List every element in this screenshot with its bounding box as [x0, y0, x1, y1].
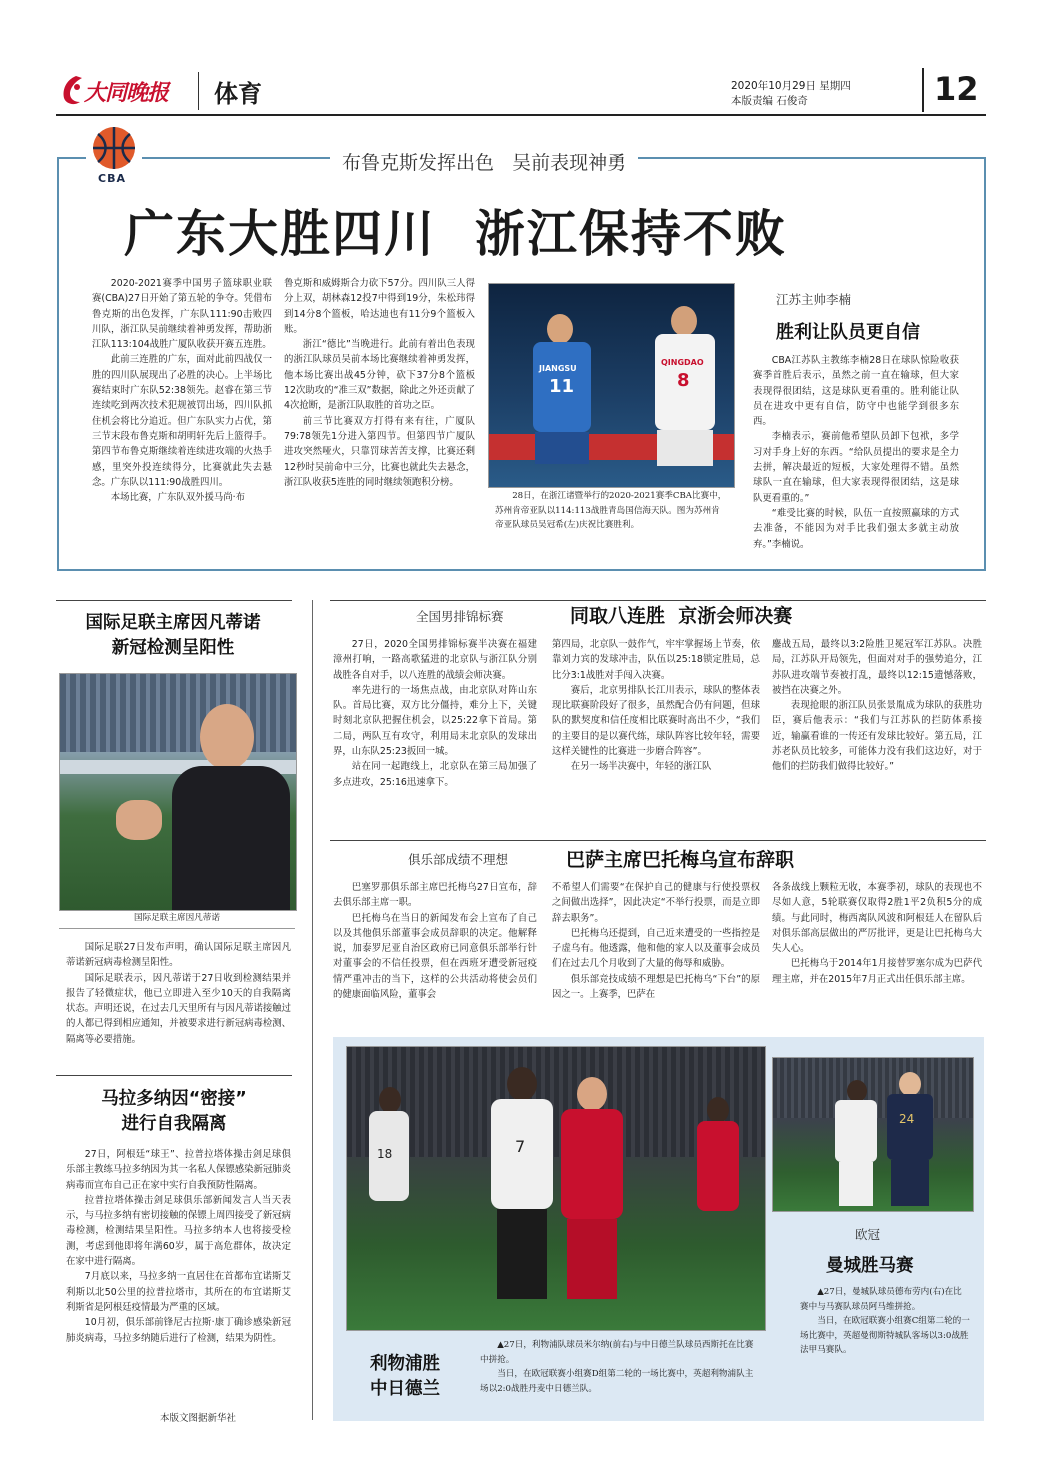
paragraph: 鲁克斯和威姆斯合力砍下57分。四川队三人得分上双，胡林森12投7中得到19分，朱松玮得到14分8个篮板，哈达迪也有11分9个篮板入账。 [284, 278, 475, 335]
masthead-rule [56, 114, 986, 116]
basketball-icon [88, 124, 140, 172]
paragraph: 表现抢眼的浙江队员张景胤成为球队的获胜功臣，赛后他表示：“我们与江苏队的拦防体系接近，输赢看谁的一传还有发球比较好。第五局，江苏老队员比较多，可能体力没有我们这边好，对于他们的拦防我们做得比较好。” [772, 700, 982, 773]
logo-text: 大同晚报 [84, 80, 169, 106]
cba-photo-caption: 28日，在浙江诸暨举行的2020-2021赛季CBA比赛中，苏州肯帝亚队以114:113战胜青岛国信海天队。图为苏州肯帝亚队球员吴冠希(左)庆祝比赛胜利。 [495, 491, 727, 530]
paragraph: 李楠表示，赛前他希望队员卸下包袱，多学习对手身上好的东西。“给队员提出的要求是全力去拼，解决最近的短板，大家处理得不错。虽然球队一直在输球，但大家表现得很团结，这是球队更看重的。” [753, 431, 959, 504]
paragraph: 率先进行的一场焦点战，由北京队对阵山东队。首局比赛，双方比分僵持，难分上下，关键时刻北京队把握住机会，以25:22拿下首局。第二局，两队互有攻守，利用局末北京队的发球出界，山东队25:23扳回一城。 [333, 684, 537, 758]
volleyball-kicker: 全国男排锦标赛 [416, 609, 504, 624]
paragraph: 在另一场半决赛中，年轻的浙江队 [570, 761, 712, 773]
barca-col2 [552, 880, 760, 1002]
player-bg-right [693, 1097, 743, 1287]
cba-kicker: 布鲁克斯发挥出色 吴前表现神勇 [330, 148, 638, 175]
caption-line: 当日，在欧冠联赛小组赛C组第二轮的一场比赛中，英超曼彻斯特城队客场以3:0战胜法甲马赛队。 [800, 1316, 970, 1355]
masthead-divider [198, 72, 199, 110]
player-bg-left [367, 1087, 411, 1287]
city-title: 曼城胜马赛 [826, 1256, 914, 1276]
stadium-stands [60, 674, 296, 752]
paragraph: “难受比赛的时候，队伍一直按照赢球的方式去准备，不能因为对手比我们强太多就主动放弃。”李楠说。 [753, 507, 959, 550]
cba-photo [488, 283, 735, 488]
paragraph: 此前三连胜的广东，面对此前四战仅一胜的四川队展现出了必胜的决心。上半场比赛结束时广东队52:38领先。赵睿在第三节连续吃到两次技术犯规被罚出场，四川队抓住机会将比分追近。但广东队实力占优，第三节末段布鲁克斯和胡明轩先后上篮得手。第四节布鲁克斯继续着连续进攻端的火热手感，里突外投连续得分，比赛就此失去悬念。广东队以111:90战胜四川。 [92, 354, 272, 488]
left-col-divider [312, 600, 313, 1420]
paragraph: 2020-2021赛季中国男子篮球职业联赛(CBA)27日开始了第五轮的争夺。凭借布鲁克斯的出色发挥，广东队111:90击败四川队，浙江队吴前继续着神勇发挥，帮助浙江队113:104战胜广厦队收获开赛五连胜。 [92, 278, 272, 351]
paragraph: 巴托梅乌于2014年1月接替罗塞尔成为巴萨代理主席，并在2015年7月正式出任俱乐部主席。 [772, 958, 982, 985]
sidebar-article [753, 353, 959, 552]
volleyball-col1 [333, 637, 537, 790]
sidebar-title: 胜利让队员更自信 [776, 322, 920, 343]
infantino-photo [59, 673, 297, 911]
paragraph: 10月初，俱乐部前锋尼古拉斯·康丁确诊感染新冠肺炎病毒，马拉多纳随后进行了检测，结果为阴性。 [66, 1317, 291, 1344]
paragraph: 巴托梅乌在当日的新闻发布会上宣布了自己以及其他俱乐部董事会成员辞职的决定。他解释说，加泰罗尼亚自治区政府已同意俱乐部举行针对董事会的不信任投票，但在西班牙遭受新冠疫情严重冲击的当下，这样的公共活动将使会员们的健康面临风险，董事会 [333, 912, 537, 1001]
paragraph: 俱乐部竞技成绩不理想是巴托梅乌“下台”的原因之一。上赛季，巴萨在 [552, 973, 760, 1001]
barca-col3 [772, 880, 982, 987]
section-name: 体育 [214, 79, 262, 108]
caption-line: ▲27日，曼城队球员德布劳内(右)在比赛中与马赛队球员阿马维拼抢。 [800, 1287, 962, 1312]
left-col-top-rule [56, 600, 292, 601]
page-editor: 本版责编 石俊奇 [731, 95, 808, 107]
maradona-title-line1: 马拉多纳因“密接” [101, 1089, 247, 1109]
city-kicker: 欧冠 [855, 1227, 881, 1242]
paragraph: 27日，2020全国男排锦标赛半决赛在福建漳州打响，一路高歌猛进的北京队与浙江队分别战胜各自对手，以八连胜的战绩会师决赛。 [333, 639, 537, 681]
sidebar-kicker: 江苏主帅李楠 [776, 292, 852, 307]
person-head [200, 704, 254, 770]
newspaper-logo [56, 74, 182, 108]
cba-article-col1 [92, 276, 272, 505]
liverpool-title-line2: 中日德兰 [370, 1379, 440, 1399]
paragraph: 本场比赛，广东队双外援马尚·布 [110, 492, 246, 504]
barca-title: 巴萨主席巴托梅乌宣布辞职 [566, 849, 795, 871]
page-divider [922, 68, 924, 112]
paragraph: 不希望人们需要“在保护自己的健康与行使投票权之间做出选择”，因此决定“不举行投票，而是立即辞去职务”。 [552, 882, 760, 924]
issue-date: 2020年10月29日 星期四 [731, 80, 851, 92]
volleyball-col3 [772, 637, 982, 775]
paragraph: 27日，阿根廷“球王”、拉普拉塔体操击剑足球俱乐部主教练马拉多纳因为其一名私人保镖感染新冠肺炎病毒而宣布自己正在家中实行自我预防性隔离。 [66, 1149, 292, 1191]
barca-kicker: 俱乐部成绩不理想 [408, 852, 509, 867]
paragraph: 第四局，北京队一鼓作气，牢牢掌握场上节奏，依靠刘力宾的发球冲击，队伍以25:18锁定胜局，总比分3:1战胜对手闯入决赛。 [552, 639, 760, 681]
caption-line: ▲27日，利物浦队球员米尔纳(前右)与中日德兰队球员西斯托在比赛中拼抢。 [480, 1340, 754, 1365]
jersey-team-right: QINGDAO [661, 358, 704, 367]
person-body [172, 766, 290, 911]
player-red [557, 1077, 627, 1317]
volleyball-title: 同取八连胜 京浙会师决赛 [570, 605, 793, 627]
infantino-article [66, 940, 291, 1047]
paragraph: 国际足联27日发布声明，确认国际足联主席因凡蒂诺新冠病毒检测呈阳性。 [66, 942, 291, 969]
city-caption [800, 1285, 970, 1358]
maradona-article [66, 1147, 291, 1346]
paragraph: 站在同一起跑线上，北京队在第三局加强了多点进攻，25:16迅速拿下。 [333, 761, 537, 788]
photo-credit: 本版文图据新华社 [160, 1413, 237, 1424]
jersey-number-a: 7 [515, 1137, 526, 1156]
paragraph: 鏖战五局，最终以3:2险胜卫冕冠军江苏队。决胜局，江苏队开局领先，但面对对手的强势追分，江苏队进攻端节奏被打乱，最终以12:15遗憾落败，被挡在决赛之外。 [772, 639, 982, 696]
player-white [833, 1080, 879, 1206]
player-navy [885, 1072, 935, 1206]
cba-badge: CBA [98, 172, 126, 185]
person-hands [116, 800, 162, 840]
paragraph: 7月底以来，马拉多纳一直居住在首都布宜诺斯艾利斯以北50公里的拉普拉塔市，其所在的布宜诺斯艾利斯省是阿根廷疫情最为严重的区域。 [66, 1271, 291, 1313]
logo-mark-icon [58, 74, 86, 108]
jersey-number-right: 8 [677, 370, 690, 391]
liverpool-photo [346, 1046, 766, 1331]
player-left-figure [525, 314, 599, 464]
masthead [56, 64, 986, 116]
paragraph: 前三节比赛双方打得有来有往，广厦队79:78领先1分进入第四节。但第四节广厦队进攻突然哑火，只靠罚球苦苦支撑，比赛还剩12秒时吴前命中三分，比赛也就此失去悬念，浙江队收获5连胜的同时继续领跑积分榜。 [284, 415, 475, 488]
infantino-title-line1: 国际足联主席因凡蒂诺 [85, 613, 261, 633]
liverpool-caption [480, 1338, 760, 1396]
cba-headline: 广东大胜四川 浙江保持不败 [124, 205, 787, 263]
paragraph: 浙江“德比”当晚进行。此前有着出色表现的浙江队球员吴前本场比赛继续着神勇发挥，他本场比赛出战45分钟，砍下37分8个篮板12次助攻的“准三双”数据，除此之外还贡献了4次抢断，是浙江队取胜的首功之臣。 [284, 339, 475, 412]
caption-line: 当日，在欧冠联赛小组赛D组第二轮的一场比赛中，英超利物浦队主场以2:0战胜丹麦中日德兰队。 [480, 1369, 754, 1394]
page-number: 12 [934, 70, 979, 108]
paragraph: 各条战线上颗粒无收，本赛季初，球队的表现也不尽如人意，5轮联赛仅取得2胜1平2负积5分的成绩。与此同时，梅西离队风波和阿根廷人在留队后对俱乐部高层做出的严厉批评，更是让巴托梅乌大失人心。 [772, 882, 982, 955]
paragraph: 巴托梅乌还提到，自己近来遭受的一些指控是子虚乌有。他透露，他和他的家人以及董事会成员们在过去几个月收到了大量的侮辱和威胁。 [552, 927, 760, 970]
paragraph: 巴塞罗那俱乐部主席巴托梅乌27日宣布，辞去俱乐部主席一职。 [333, 882, 537, 909]
jersey-number-left: 11 [549, 376, 575, 397]
paragraph: 国际足联表示，因凡蒂诺于27日收到检测结果并报告了轻微症状，他已立即进入至少10天的自我隔离状态。声明还说，在过去几天里所有与因凡蒂诺接触过的人都已得到相应通知，并被要求进行新冠病毒检测、隔离等必要措施。 [66, 972, 292, 1045]
city-photo [772, 1057, 974, 1212]
barca-top-rule [330, 840, 986, 841]
infantino-title-line2: 新冠检测呈阳性 [111, 638, 235, 658]
paragraph: CBA江苏队主教练李楠28日在球队惊险收获赛季首胜后表示，虽然之前一直在输球，但大家表现得很团结，这是球队更看重的。胜利能让队员在进攻中更有自信，防守中也能学到很多东西。 [753, 355, 959, 428]
jersey-team-left: JIANGSU [539, 364, 577, 373]
jersey-number-c: 24 [899, 1112, 915, 1126]
infantino-caption-rule [59, 928, 295, 929]
jersey-number-b: 18 [377, 1147, 393, 1161]
liverpool-title-line1: 利物浦胜 [370, 1354, 440, 1374]
maradona-title-line2: 进行自我隔离 [121, 1114, 227, 1134]
paragraph: 赛后，北京男排队长江川表示，球队的整体表现比联赛阶段好了很多，虽然配合仍有问题，但球队的默契度和信任度相比联赛时高出不少，“我们的主要目的是以赛代练，球队阵容比较年轻，需要这样关键性的比赛进一步磨合阵容”。 [552, 684, 760, 758]
infantino-photo-caption: 国际足联主席因凡蒂诺 [134, 913, 220, 923]
player-white [487, 1067, 557, 1317]
volleyball-col2 [552, 637, 760, 775]
player-right-figure [649, 306, 721, 466]
cba-article-col2 [284, 276, 475, 490]
maradona-top-rule [56, 1075, 292, 1076]
cba-logo [86, 122, 142, 188]
paragraph: 拉普拉塔体操击剑足球俱乐部新闻发言人当天表示，与马拉多纳有密切接触的保镖上周四接受了新冠病毒检测，检测结果呈阳性。马拉多纳本人也将接受检测，考虑到他即将年满60岁，属于高危群体，故决定在家中进行隔离。 [66, 1194, 292, 1268]
barca-col1 [333, 880, 537, 1002]
